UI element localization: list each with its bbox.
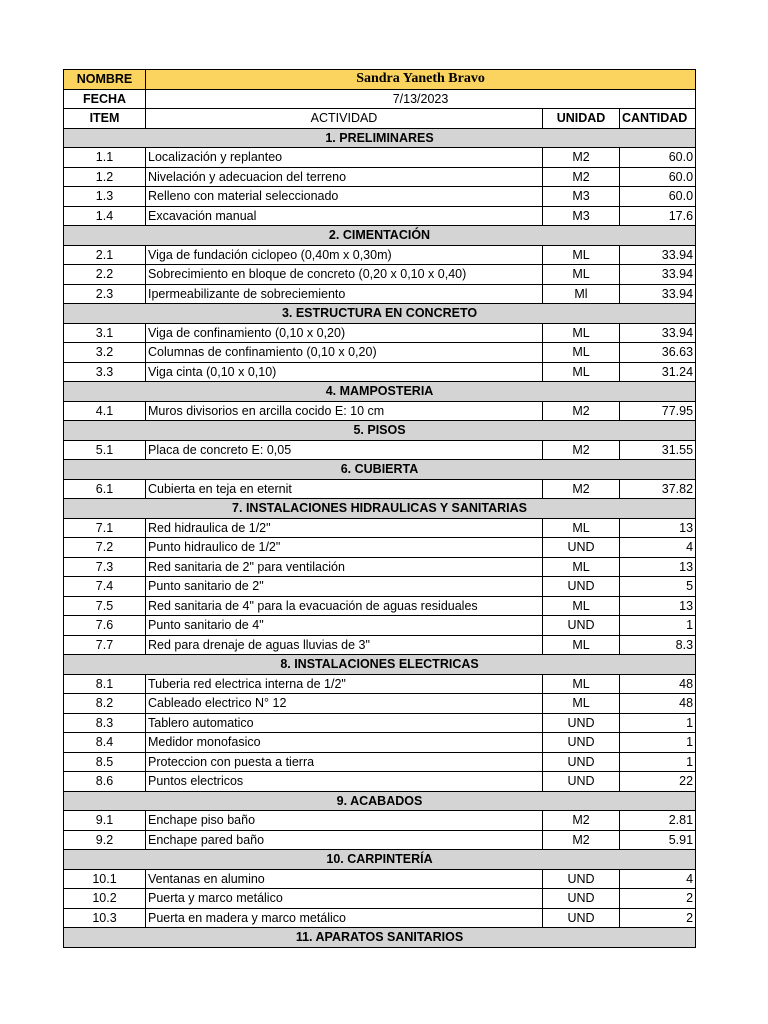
section-header-row [64, 460, 696, 480]
quantity-cell: 77.95 [620, 401, 696, 421]
quantity-cell: 13 [620, 557, 696, 577]
activity-cell: Tuberia red electrica interna de 1/2" [146, 674, 543, 694]
activity-cell: Red hidraulica de 1/2" [146, 518, 543, 538]
section-title: 9. ACABADOS [64, 791, 696, 811]
section-header-row [64, 304, 696, 324]
activity-cell: Puerta y marco metálico [146, 889, 543, 909]
unit-cell: ML [543, 362, 620, 382]
fecha-value: 7/13/2023 [146, 89, 696, 109]
unit-cell: ML [543, 343, 620, 363]
quantity-cell: 33.94 [620, 265, 696, 285]
table-row [64, 674, 696, 694]
item-cell: 2.2 [64, 265, 146, 285]
activity-cell: Cubierta en teja en eternit [146, 479, 543, 499]
section-title: 2. CIMENTACIÓN [64, 226, 696, 246]
item-cell: 8.2 [64, 694, 146, 714]
item-cell: 1.2 [64, 167, 146, 187]
item-cell: 3.3 [64, 362, 146, 382]
activity-cell: Red sanitaria de 2" para ventilación [146, 557, 543, 577]
quantity-cell: 22 [620, 772, 696, 792]
quantity-cell: 48 [620, 674, 696, 694]
activity-cell: Red para drenaje de aguas lluvias de 3" [146, 635, 543, 655]
unit-cell: M3 [543, 206, 620, 226]
section-title: 4. MAMPOSTERIA [64, 382, 696, 402]
item-cell: 7.7 [64, 635, 146, 655]
activity-cell: Viga de confinamiento (0,10 x 0,20) [146, 323, 543, 343]
item-header: ITEM [64, 109, 146, 129]
table-row [64, 557, 696, 577]
table-row [64, 284, 696, 304]
unit-cell: ML [543, 557, 620, 577]
item-cell: 2.1 [64, 245, 146, 265]
quantity-cell: 37.82 [620, 479, 696, 499]
unit-cell: ML [543, 518, 620, 538]
quantity-cell: 17.6 [620, 206, 696, 226]
activity-cell: Sobrecimiento en bloque de concreto (0,20 x 0,10 x 0,40) [146, 265, 543, 285]
item-cell: 7.1 [64, 518, 146, 538]
item-cell: 8.4 [64, 733, 146, 753]
table-row [64, 187, 696, 207]
activity-cell: Puerta en madera y marco metálico [146, 908, 543, 928]
table-row [64, 538, 696, 558]
name-row [64, 70, 696, 90]
quantity-cell: 31.24 [620, 362, 696, 382]
section-header-row [64, 791, 696, 811]
unit-cell: M2 [543, 479, 620, 499]
activity-cell: Red sanitaria de 4" para la evacuación de aguas residuales [146, 596, 543, 616]
table-row [64, 401, 696, 421]
unit-cell: UND [543, 752, 620, 772]
unit-cell: UND [543, 733, 620, 753]
activity-cell: Medidor monofasico [146, 733, 543, 753]
unit-cell: UND [543, 713, 620, 733]
table-row [64, 206, 696, 226]
quantity-cell: 33.94 [620, 284, 696, 304]
table-row [64, 830, 696, 850]
item-cell: 2.3 [64, 284, 146, 304]
item-cell: 7.6 [64, 616, 146, 636]
quantity-cell: 60.0 [620, 187, 696, 207]
section-title: 10. CARPINTERÍA [64, 850, 696, 870]
unit-cell: UND [543, 889, 620, 909]
activity-cell: Relleno con material seleccionado [146, 187, 543, 207]
activity-cell: Puntos electricos [146, 772, 543, 792]
section-header-row [64, 382, 696, 402]
item-cell: 8.1 [64, 674, 146, 694]
item-cell: 9.1 [64, 811, 146, 831]
table-row [64, 167, 696, 187]
item-cell: 7.3 [64, 557, 146, 577]
actividad-header: ACTIVIDAD [146, 109, 543, 129]
table-row [64, 811, 696, 831]
table-row [64, 343, 696, 363]
item-cell: 7.4 [64, 577, 146, 597]
table-row [64, 518, 696, 538]
table-row [64, 752, 696, 772]
item-cell: 3.2 [64, 343, 146, 363]
quantity-cell: 60.0 [620, 148, 696, 168]
fecha-label: FECHA [64, 89, 146, 109]
quantity-cell: 31.55 [620, 440, 696, 460]
section-header-row [64, 421, 696, 441]
activity-cell: Columnas de confinamiento (0,10 x 0,20) [146, 343, 543, 363]
activity-cell: Punto sanitario de 2" [146, 577, 543, 597]
unit-cell: ML [543, 694, 620, 714]
item-cell: 10.1 [64, 869, 146, 889]
unit-cell: ML [543, 596, 620, 616]
quantity-cell: 13 [620, 596, 696, 616]
activity-cell: Ventanas en alumino [146, 869, 543, 889]
unit-cell: M2 [543, 811, 620, 831]
item-cell: 10.2 [64, 889, 146, 909]
table-row [64, 713, 696, 733]
unit-cell: M2 [543, 167, 620, 187]
activity-cell: Localización y replanteo [146, 148, 543, 168]
table-row [64, 265, 696, 285]
unit-cell: UND [543, 772, 620, 792]
table-row [64, 889, 696, 909]
unit-cell: M2 [543, 148, 620, 168]
budget-sheet [63, 69, 695, 948]
section-title: 8. INSTALACIONES ELECTRICAS [64, 655, 696, 675]
quantity-cell: 36.63 [620, 343, 696, 363]
activity-cell: Muros divisorios en arcilla cocido E: 10 cm [146, 401, 543, 421]
quantity-cell: 1 [620, 713, 696, 733]
table-row [64, 362, 696, 382]
unit-cell: UND [543, 616, 620, 636]
activity-cell: Viga cinta (0,10 x 0,10) [146, 362, 543, 382]
activity-cell: Enchape piso baño [146, 811, 543, 831]
unit-cell: ML [543, 323, 620, 343]
item-cell: 10.3 [64, 908, 146, 928]
quantity-cell: 33.94 [620, 323, 696, 343]
item-cell: 1.1 [64, 148, 146, 168]
section-header-row [64, 499, 696, 519]
activity-cell: Nivelación y adecuacion del terreno [146, 167, 543, 187]
item-cell: 8.3 [64, 713, 146, 733]
quantity-cell: 1 [620, 733, 696, 753]
section-title: 5. PISOS [64, 421, 696, 441]
budget-table [63, 69, 696, 948]
unit-cell: UND [543, 538, 620, 558]
unit-cell: ML [543, 245, 620, 265]
quantity-cell: 5 [620, 577, 696, 597]
item-cell: 1.3 [64, 187, 146, 207]
table-row [64, 635, 696, 655]
quantity-cell: 48 [620, 694, 696, 714]
table-row [64, 616, 696, 636]
item-cell: 1.4 [64, 206, 146, 226]
section-title: 3. ESTRUCTURA EN CONCRETO [64, 304, 696, 324]
section-header-row [64, 655, 696, 675]
activity-cell: Ipermeabilizante de sobreciemiento [146, 284, 543, 304]
activity-cell: Tablero automatico [146, 713, 543, 733]
table-row [64, 245, 696, 265]
quantity-cell: 33.94 [620, 245, 696, 265]
table-row [64, 577, 696, 597]
activity-cell: Enchape pared baño [146, 830, 543, 850]
activity-cell: Placa de concreto E: 0,05 [146, 440, 543, 460]
section-title: 7. INSTALACIONES HIDRAULICAS Y SANITARIAS [64, 499, 696, 519]
unit-cell: M2 [543, 401, 620, 421]
activity-cell: Cableado electrico N° 12 [146, 694, 543, 714]
section-title: 1. PRELIMINARES [64, 128, 696, 148]
unit-cell: UND [543, 908, 620, 928]
unit-cell: UND [543, 577, 620, 597]
unidad-header: UNIDAD [543, 109, 620, 129]
quantity-cell: 5.91 [620, 830, 696, 850]
table-row [64, 869, 696, 889]
item-cell: 7.2 [64, 538, 146, 558]
unit-cell: ML [543, 674, 620, 694]
activity-cell: Proteccion con puesta a tierra [146, 752, 543, 772]
unit-cell: M3 [543, 187, 620, 207]
unit-cell: M2 [543, 440, 620, 460]
item-cell: 5.1 [64, 440, 146, 460]
unit-cell: ML [543, 635, 620, 655]
item-cell: 8.5 [64, 752, 146, 772]
quantity-cell: 2 [620, 889, 696, 909]
table-row [64, 908, 696, 928]
unit-cell: Ml [543, 284, 620, 304]
nombre-label: NOMBRE [64, 70, 146, 90]
item-cell: 3.1 [64, 323, 146, 343]
activity-cell: Viga de fundación ciclopeo (0,40m x 0,30m) [146, 245, 543, 265]
table-row [64, 694, 696, 714]
activity-cell: Excavación manual [146, 206, 543, 226]
unit-cell: UND [543, 869, 620, 889]
table-row [64, 479, 696, 499]
item-cell: 8.6 [64, 772, 146, 792]
column-header-row [64, 109, 696, 129]
table-row [64, 733, 696, 753]
table-row [64, 772, 696, 792]
quantity-cell: 2 [620, 908, 696, 928]
section-header-row [64, 128, 696, 148]
quantity-cell: 60.0 [620, 167, 696, 187]
unit-cell: M2 [543, 830, 620, 850]
item-cell: 7.5 [64, 596, 146, 616]
section-header-row [64, 850, 696, 870]
date-row [64, 89, 696, 109]
quantity-cell: 4 [620, 538, 696, 558]
section-title: 6. CUBIERTA [64, 460, 696, 480]
quantity-cell: 4 [620, 869, 696, 889]
nombre-value: Sandra Yaneth Bravo [146, 70, 696, 90]
item-cell: 4.1 [64, 401, 146, 421]
unit-cell: ML [543, 265, 620, 285]
activity-cell: Punto hidraulico de 1/2" [146, 538, 543, 558]
quantity-cell: 8.3 [620, 635, 696, 655]
table-row [64, 148, 696, 168]
table-row [64, 323, 696, 343]
table-row [64, 596, 696, 616]
quantity-cell: 1 [620, 616, 696, 636]
table-row [64, 440, 696, 460]
item-cell: 9.2 [64, 830, 146, 850]
quantity-cell: 1 [620, 752, 696, 772]
activity-cell: Punto sanitario de 4" [146, 616, 543, 636]
item-cell: 6.1 [64, 479, 146, 499]
quantity-cell: 13 [620, 518, 696, 538]
section-header-row [64, 928, 696, 948]
quantity-cell: 2.81 [620, 811, 696, 831]
section-title: 11. APARATOS SANITARIOS [64, 928, 696, 948]
cantidad-header: CANTIDAD [620, 109, 696, 129]
section-header-row [64, 226, 696, 246]
